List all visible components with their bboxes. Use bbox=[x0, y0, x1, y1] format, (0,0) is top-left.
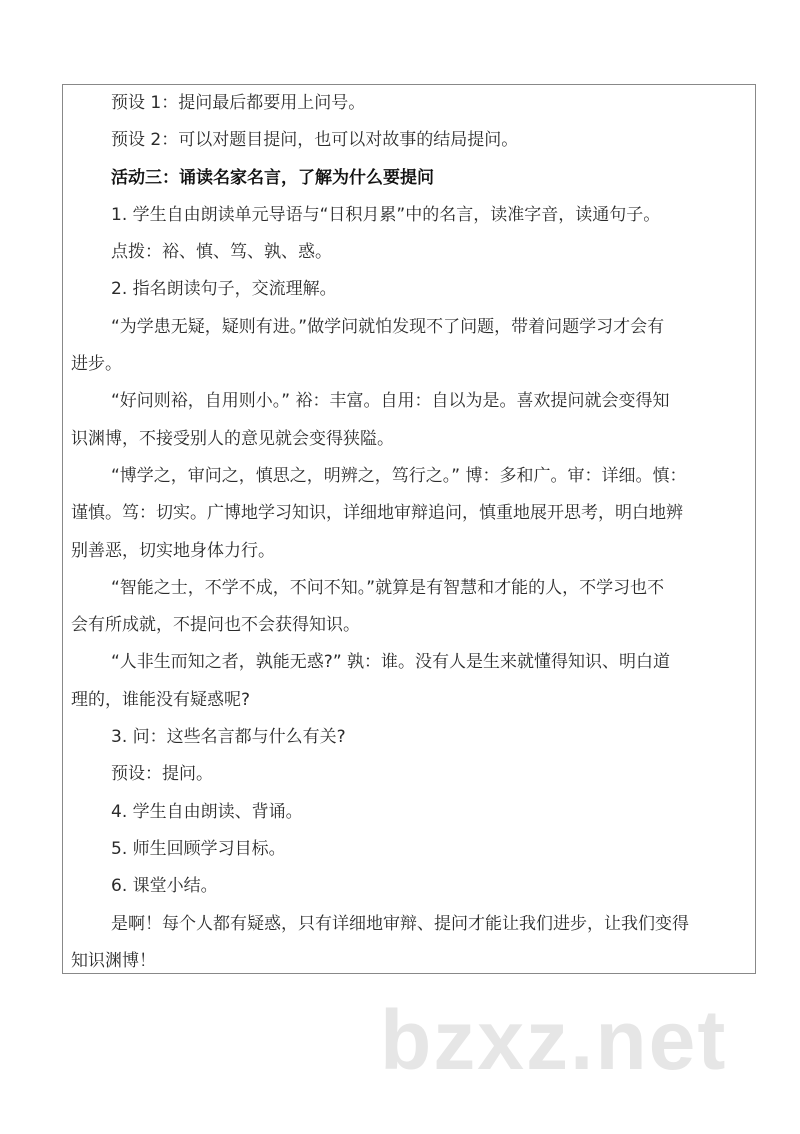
paragraph bbox=[71, 271, 751, 308]
text-line: 进步。 bbox=[71, 354, 122, 375]
text-line: 会有所成就，不提问也不会获得知识。 bbox=[71, 615, 360, 636]
text-line: 活动三：诵读名家名言，了解为什么要提问 bbox=[111, 167, 434, 188]
text-line: “好问则裕，自用则小。” 裕：丰富。自用：自以为是。喜欢提问就会变得知 bbox=[111, 391, 670, 412]
paragraph bbox=[71, 458, 751, 570]
text-line: 2. 指名朗读句子，交流理解。 bbox=[111, 279, 337, 300]
text-line: 1. 学生自由朗读单元导语与“日积月累”中的名言，读准字音，读通句子。 bbox=[111, 204, 661, 225]
text-line: “人非生而知之者，孰能无惑?” 孰：谁。没有人是生来就懂得知识、明白道 bbox=[111, 652, 671, 673]
paragraph bbox=[71, 644, 751, 719]
paragraph bbox=[71, 756, 751, 793]
paragraph bbox=[71, 831, 751, 868]
paragraph bbox=[71, 122, 751, 159]
text-line: 预设 2：可以对题目提问，也可以对故事的结局提问。 bbox=[111, 130, 519, 151]
text-line: 点拨：裕、慎、笃、孰、惑。 bbox=[111, 242, 332, 263]
text-line: 6. 课堂小结。 bbox=[111, 876, 218, 897]
text-line: 是啊！每个人都有疑惑，只有详细地审辩、提问才能让我们进步，让我们变得 bbox=[111, 913, 689, 934]
text-line: 理的，谁能没有疑惑呢? bbox=[71, 689, 251, 710]
lesson-content bbox=[71, 85, 751, 980]
paragraph bbox=[71, 906, 751, 981]
text-line: 识渊博，不接受别人的意见就会变得狭隘。 bbox=[71, 428, 394, 449]
text-line: 知识渊博！ bbox=[71, 950, 156, 971]
paragraph bbox=[71, 570, 751, 645]
section-heading bbox=[71, 160, 751, 197]
text-line: 4. 学生自由朗读、背诵。 bbox=[111, 801, 303, 822]
paragraph bbox=[71, 85, 751, 122]
text-line: “智能之士，不学不成，不问不知。”就算是有智慧和才能的人，不学习也不 bbox=[111, 577, 665, 598]
paragraph bbox=[71, 794, 751, 831]
text-line: 3. 问：这些名言都与什么有关? bbox=[111, 727, 346, 748]
document-table-cell bbox=[62, 84, 756, 974]
paragraph bbox=[71, 383, 751, 458]
paragraph bbox=[71, 719, 751, 756]
text-line: “为学患无疑，疑则有进。”做学问就怕发现不了问题，带着问题学习才会有 bbox=[111, 316, 665, 337]
paragraph bbox=[71, 197, 751, 234]
text-line: 谨慎。笃：切实。广博地学习知识，详细地审辩追问，慎重地展开思考，明白地辨 bbox=[71, 503, 683, 524]
text-line: 预设：提问。 bbox=[111, 764, 213, 785]
text-line: “博学之，审问之，慎思之，明辨之，笃行之。” 博：多和广。审：详细。慎： bbox=[111, 465, 687, 486]
watermark: bzxz.net bbox=[380, 993, 728, 1087]
text-line: 别善恶，切实地身体力行。 bbox=[71, 540, 275, 561]
text-line: 5. 师生回顾学习目标。 bbox=[111, 838, 286, 859]
text-line: 预设 1：提问最后都要用上问号。 bbox=[111, 93, 366, 113]
paragraph bbox=[71, 309, 751, 384]
paragraph bbox=[71, 868, 751, 905]
paragraph bbox=[71, 234, 751, 271]
